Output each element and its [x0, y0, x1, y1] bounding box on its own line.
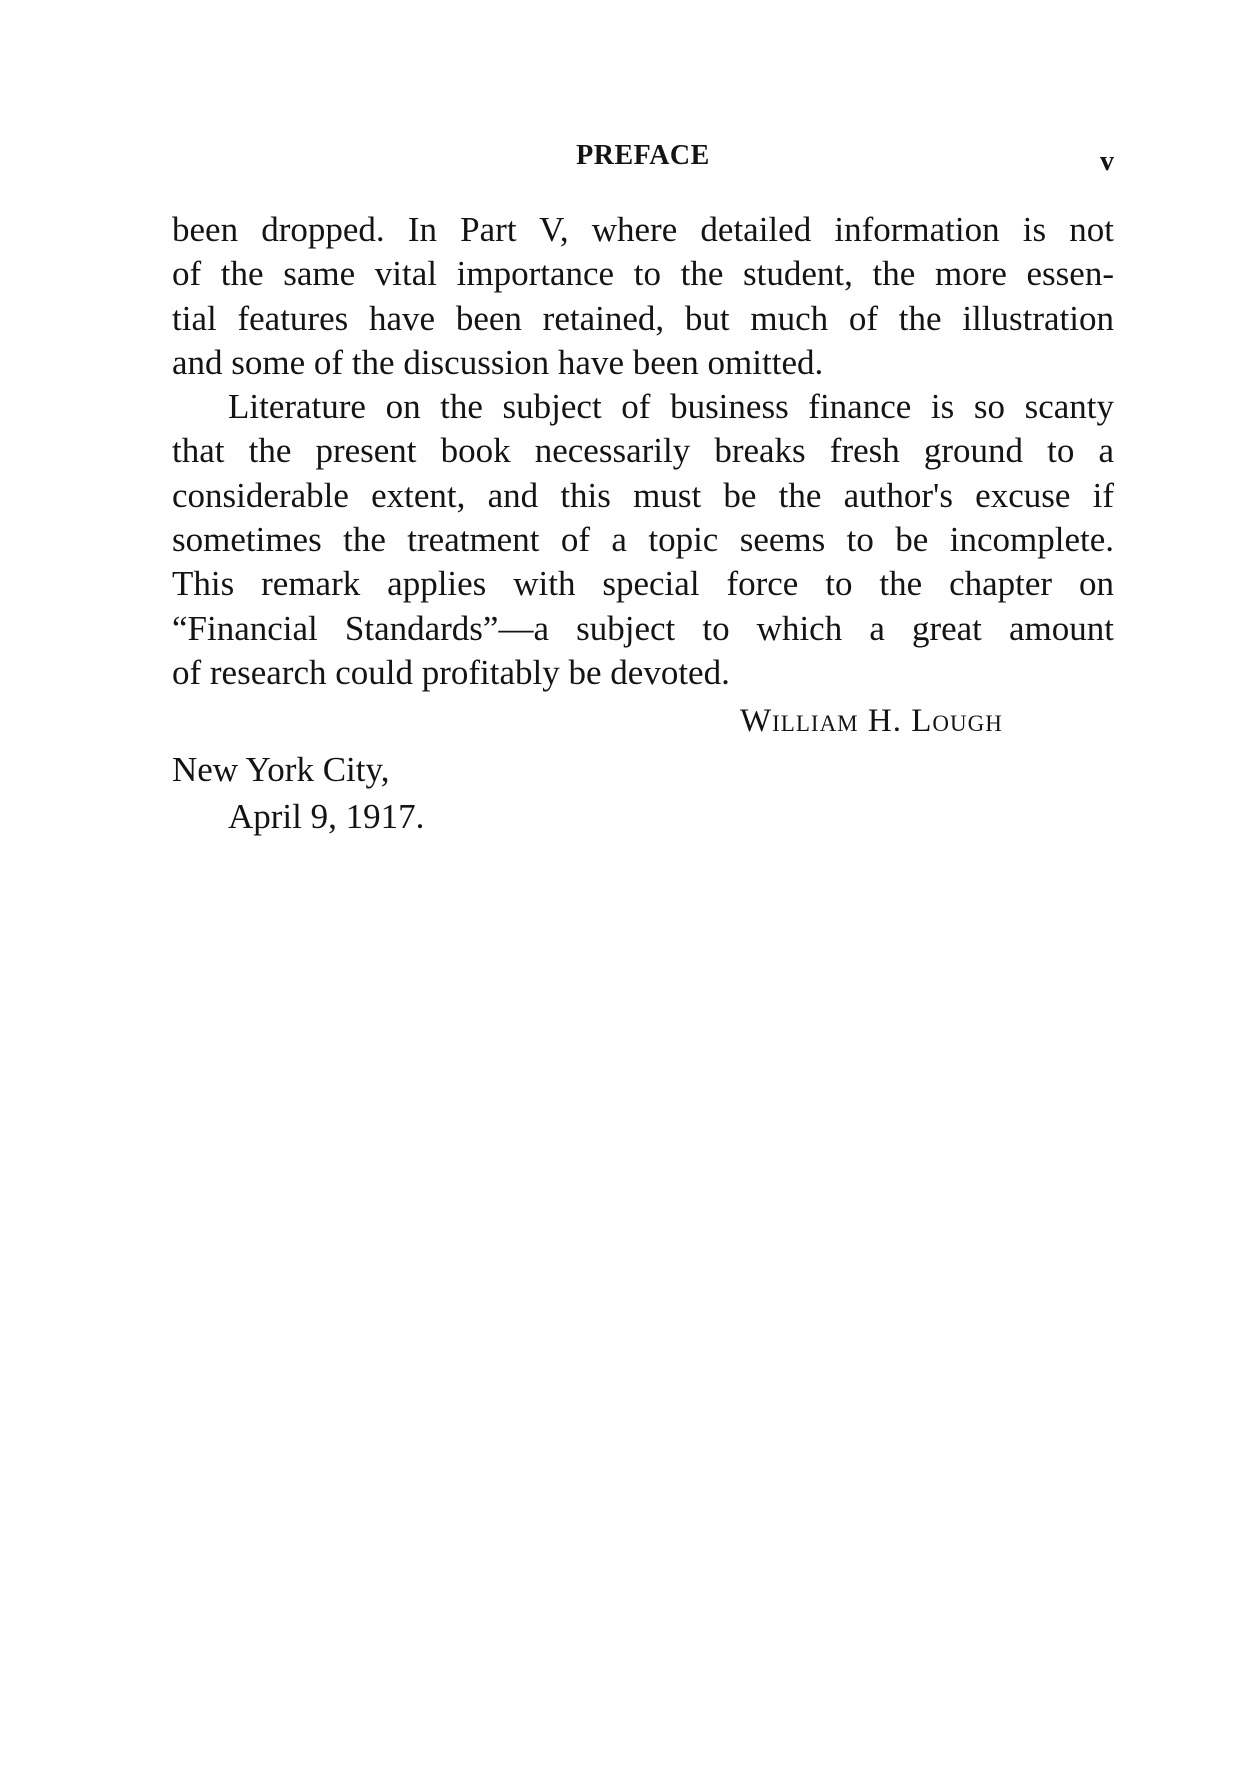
date: April 9, 1917. — [228, 797, 425, 836]
text-line: Literature on the subject of business finance is so scanty — [228, 387, 1114, 427]
body-text — [172, 208, 1114, 695]
text-line: “Financial Standards”—a subject to which a great amount — [172, 608, 1114, 648]
text-line: This remark applies with special force to the chapter on — [172, 564, 1114, 604]
text-line: considerable extent, and this must be the author's excuse if — [172, 475, 1114, 515]
text-line: been dropped. In Part V, where detailed information is not — [172, 210, 1114, 249]
place-date-block — [172, 746, 424, 840]
running-title: PREFACE — [576, 140, 710, 171]
text-line: sometimes the treatment of a topic seems to be incomplete. — [172, 520, 1114, 560]
text-line: and some of the discussion have been omitted. — [172, 342, 824, 382]
text-line: of the same vital importance to the student, the more essen- — [172, 254, 1114, 294]
page-number: v — [1100, 146, 1114, 177]
text-line: of research could profitably be devoted. — [172, 652, 730, 692]
place: New York City, — [172, 750, 390, 789]
text-line: that the present book necessarily breaks fresh ground to a — [172, 431, 1114, 471]
running-head — [172, 140, 1114, 180]
author-signature: William H. Lough — [740, 703, 1003, 739]
text-line: tial features have been retained, but much of the illustration — [172, 298, 1114, 338]
